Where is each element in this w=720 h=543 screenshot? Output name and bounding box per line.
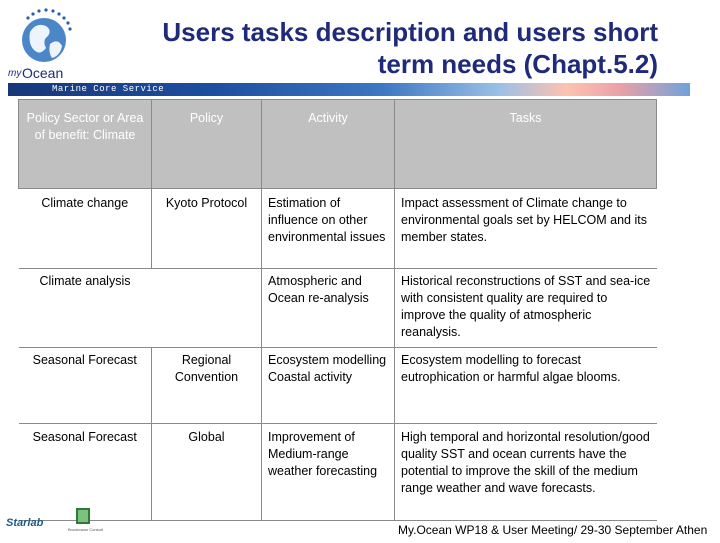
cell-policy: Regional Convention bbox=[152, 348, 262, 424]
cell-activity: Estimation of influence on other environmental issues bbox=[262, 189, 395, 269]
svg-text:my: my bbox=[8, 68, 22, 79]
header-tasks: Tasks bbox=[395, 100, 657, 189]
banner-label: Marine Core Service bbox=[52, 84, 165, 94]
brockmann-logo: Brockmann Consult bbox=[68, 527, 103, 532]
tasks-table bbox=[18, 99, 657, 521]
partner-logos bbox=[6, 508, 126, 538]
header-policy-sector: Policy Sector or Area of benefit: Climate bbox=[19, 100, 152, 189]
table-header-row bbox=[19, 100, 657, 189]
cell-tasks: High temporal and horizontal resolution/good quality SST and ocean currents have the potential to improve the skill of the medium range weather and wave forecasts. bbox=[395, 424, 657, 521]
cell-activity: Atmospheric and Ocean re-analysis bbox=[262, 269, 395, 348]
cell-policy bbox=[152, 269, 262, 348]
table-row bbox=[19, 424, 657, 521]
title-line-1: Users tasks description and users short bbox=[162, 17, 658, 47]
table-row bbox=[19, 348, 657, 424]
cell-sector: Climate analysis bbox=[19, 269, 152, 348]
cell-sector: Seasonal Forecast bbox=[19, 424, 152, 521]
table-row bbox=[19, 189, 657, 269]
svg-text:Ocean: Ocean bbox=[22, 65, 64, 81]
cell-activity: Improvement of Medium-range weather forecasting bbox=[262, 424, 395, 521]
cell-tasks: Impact assessment of Climate change to environmental goals set by HELCOM and its member states. bbox=[395, 189, 657, 269]
cell-tasks: Ecosystem modelling to forecast eutrophication or harmful algae blooms. bbox=[395, 348, 657, 424]
header-activity: Activity bbox=[262, 100, 395, 189]
cell-policy: Kyoto Protocol bbox=[152, 189, 262, 269]
header-policy: Policy bbox=[152, 100, 262, 189]
cell-tasks: Historical reconstructions of SST and sea-ice with consistent quality are required to improve the quality of atmospheric reanalysis. bbox=[395, 269, 657, 348]
cell-sector: Climate change bbox=[19, 189, 152, 269]
cell-activity: Ecosystem modelling Coastal activity bbox=[262, 348, 395, 424]
myocean-logo bbox=[6, 4, 86, 82]
marine-core-service-banner bbox=[8, 83, 690, 96]
meeting-footer: My.Ocean WP18 & User Meeting/ 29-30 September Athen bbox=[398, 523, 708, 537]
page-title bbox=[95, 16, 658, 80]
table-row bbox=[19, 269, 657, 348]
title-line-2: term needs (Chapt.5.2) bbox=[377, 49, 658, 79]
cell-sector: Seasonal Forecast bbox=[19, 348, 152, 424]
starlab-logo: Starlab bbox=[6, 517, 44, 529]
cell-policy: Global bbox=[152, 424, 262, 521]
